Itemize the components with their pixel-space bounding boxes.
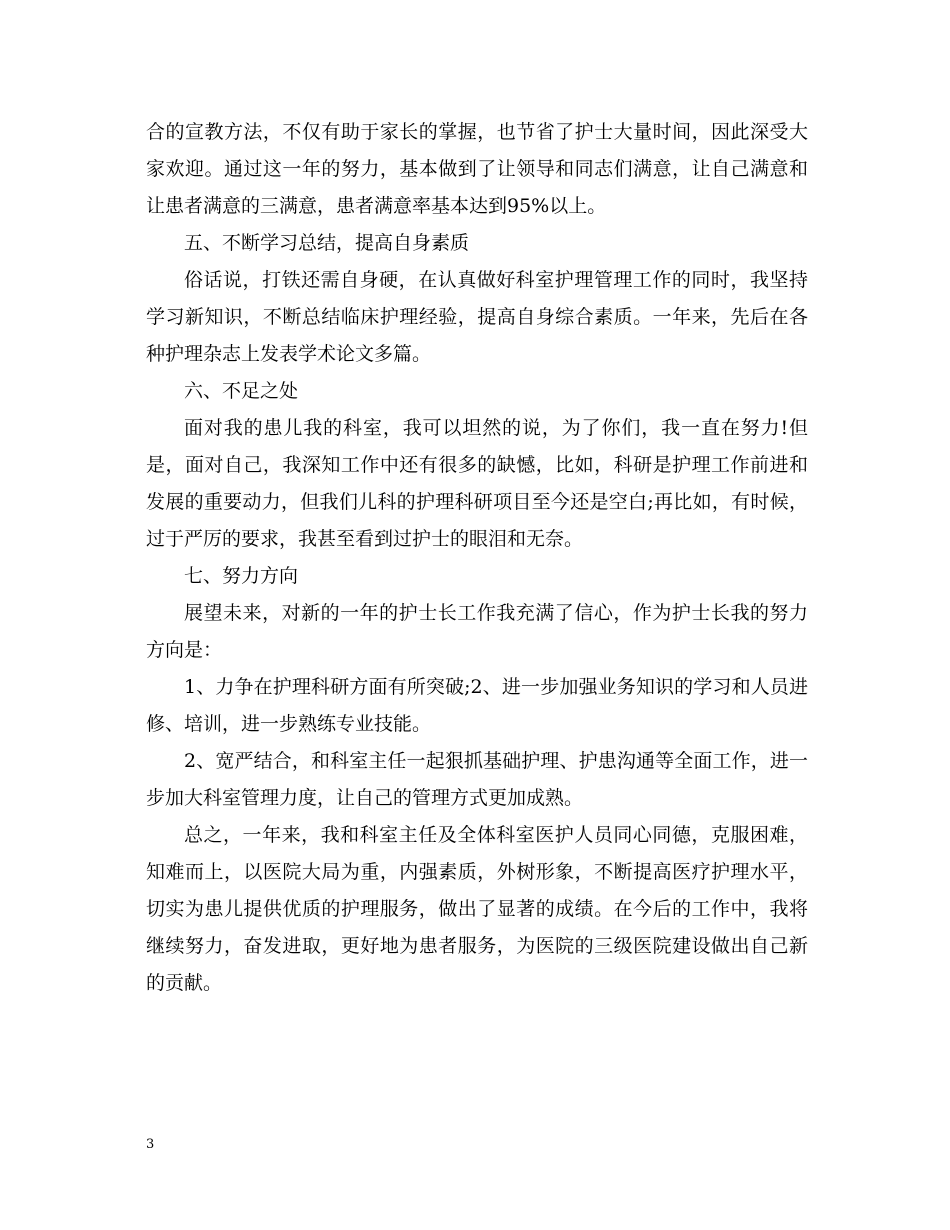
section-heading-5: 五、不断学习总结，提高自身素质: [184, 232, 470, 254]
paragraph-4: 展望未来，对新的一年的护士长工作我充满了信心，作为护士长我的努力方向是：: [146, 602, 808, 661]
list-item-2: 2、宽严结合，和科室主任一起狠抓基础护理、护患沟通等全面工作，进一步加大科室管理力度，让自己的管理方式更加成熟。: [146, 750, 808, 809]
section-heading-6: 六、不足之处: [184, 380, 299, 402]
paragraph-2: 俗话说，打铁还需自身硬，在认真做好科室护理管理工作的同时，我坚持学习新知识，不断总结临床护理经验，提高自身综合素质。一年来，先后在各种护理杂志上发表学术论文多篇。: [146, 269, 808, 365]
paragraph-1: 合的宣教方法，不仅有助于家长的掌握，也节省了护士大量时间，因此深受大家欢迎。通过这一年的努力，基本做到了让领导和同志们满意，让自己满意和让患者满意的三满意，患者满意率基本达到95%以上。: [146, 121, 808, 217]
paragraph-conclusion: 总之，一年来，我和科室主任及全体科室医护人员同心同德，克服困难，知难而上，以医院大局为重，内强素质，外树形象，不断提高医疗护理水平，切实为患儿提供优质的护理服务，做出了显著的成绩。在今后的工作中，我将继续努力，奋发进取，更好地为患者服务，为医院的三级医院建设做出自己新的贡献。: [146, 824, 808, 994]
list-item-1: 1、力争在护理科研方面有所突破;2、进一步加强业务知识的学习和人员进修、培训，进一步熟练专业技能。: [146, 676, 808, 735]
section-heading-7: 七、努力方向: [184, 565, 299, 587]
paragraph-3: 面对我的患儿我的科室，我可以坦然的说，为了你们，我一直在努力!但是，面对自己，我深知工作中还有很多的缺憾，比如，科研是护理工作前进和发展的重要动力，但我们儿科的护理科研项目至今还是空白;再比如，有时候，过于严厉的要求，我甚至看到过护士的眼泪和无奈。: [146, 417, 808, 550]
document-body: [146, 114, 808, 1002]
page-number: 3: [146, 1137, 155, 1152]
